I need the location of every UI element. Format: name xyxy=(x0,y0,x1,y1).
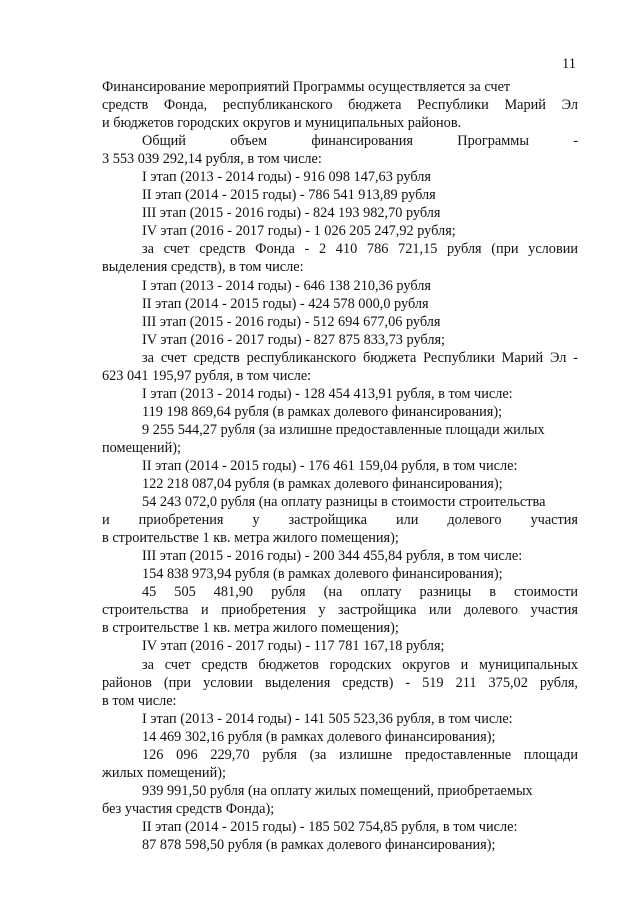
text-line: I этап (2013 - 2014 годы) - 916 098 147,63 рубля xyxy=(142,169,431,186)
text-line: 119 198 869,64 рубля (в рамках долевого финансирования); xyxy=(142,403,503,420)
text-line: выделения средств), в том числе: xyxy=(102,259,304,276)
text-line: III этап (2015 - 2016 годы) - 200 344 455,84 рубля, в том числе: xyxy=(142,548,523,565)
text-line: 9 255 544,27 рубля (за излишне предоставленные площади жилых xyxy=(142,421,545,438)
text-line: I этап (2013 - 2014 годы) - 646 138 210,36 рубля xyxy=(142,277,431,294)
text-line: II этап (2014 - 2015 годы) - 424 578 000,0 рубля xyxy=(142,295,429,312)
text-line: в том числе: xyxy=(102,692,177,709)
text-line: IV этап (2016 - 2017 годы) - 117 781 167,18 рубля; xyxy=(142,638,445,655)
text-line: 939 991,50 рубля (на оплату жилых помещений, приобретаемых xyxy=(142,782,533,799)
text-line: и приобретения у застройщика или долевого участия xyxy=(102,512,578,529)
text-line: жилых помещений); xyxy=(102,764,226,781)
text-line: без участия средств Фонда); xyxy=(102,800,275,817)
text-line: за счет средств Фонда - 2 410 786 721,15 рубля (при условии xyxy=(142,241,578,258)
text-line: 126 096 229,70 рубля (за излишне предоставленные площади xyxy=(142,746,578,763)
text-line: 3 553 039 292,14 рубля, в том числе: xyxy=(102,151,322,168)
text-line: средств Фонда, республиканского бюджета Республики Марий Эл xyxy=(102,97,578,114)
text-line: и бюджетов городских округов и муниципальных районов. xyxy=(102,115,462,132)
text-line: строительства и приобретения у застройщика или долевого участия xyxy=(102,602,578,619)
text-line: 54 243 072,0 рубля (на оплату разницы в стоимости строительства xyxy=(142,494,546,511)
text-line: 14 469 302,16 рубля (в рамках долевого финансирования); xyxy=(142,728,496,745)
text-line: III этап (2015 - 2016 годы) - 824 193 982,70 рубля xyxy=(142,205,441,222)
text-line: районов (при условии выделения средств) - 519 211 375,02 рубля, xyxy=(102,674,578,691)
text-line: III этап (2015 - 2016 годы) - 512 694 677,06 рубля xyxy=(142,313,441,330)
document-body xyxy=(0,78,639,854)
text-line: Финансирование мероприятий Программы осуществляется за счет xyxy=(102,79,511,95)
text-line: Общий объем финансирования Программы - xyxy=(142,133,578,150)
text-line: помещений); xyxy=(102,439,181,456)
text-line: 122 218 087,04 рубля (в рамках долевого финансирования); xyxy=(142,476,503,493)
text-line: I этап (2013 - 2014 годы) - 128 454 413,91 рубля, в том числе: xyxy=(142,385,513,402)
text-line: II этап (2014 - 2015 годы) - 185 502 754,85 рубля, в том числе: xyxy=(142,818,518,835)
text-line: за счет средств республиканского бюджета Республики Марий Эл - xyxy=(142,349,578,366)
text-line: 154 838 973,94 рубля (в рамках долевого финансирования); xyxy=(142,566,503,583)
text-line: за счет средств бюджетов городских округов и муниципальных xyxy=(142,656,578,673)
text-line: в строительстве 1 кв. метра жилого помещения); xyxy=(102,530,399,547)
text-line: II этап (2014 - 2015 годы) - 176 461 159,04 рубля, в том числе: xyxy=(142,457,518,474)
page-number: 11 xyxy=(562,56,576,72)
text-line: 87 878 598,50 рубля (в рамках долевого финансирования); xyxy=(142,836,496,853)
text-line: 623 041 195,97 рубля, в том числе: xyxy=(102,367,312,384)
text-line: IV этап (2016 - 2017 годы) - 827 875 833,73 рубля; xyxy=(142,331,446,348)
text-line: 45 505 481,90 рубля (на оплату разницы в стоимости xyxy=(142,584,578,601)
text-line: I этап (2013 - 2014 годы) - 141 505 523,36 рубля, в том числе: xyxy=(142,710,513,727)
text-line: IV этап (2016 - 2017 годы) - 1 026 205 247,92 рубля; xyxy=(142,223,456,240)
text-line: в строительстве 1 кв. метра жилого помещения); xyxy=(102,620,399,637)
text-line: II этап (2014 - 2015 годы) - 786 541 913,89 рубля xyxy=(142,187,436,204)
